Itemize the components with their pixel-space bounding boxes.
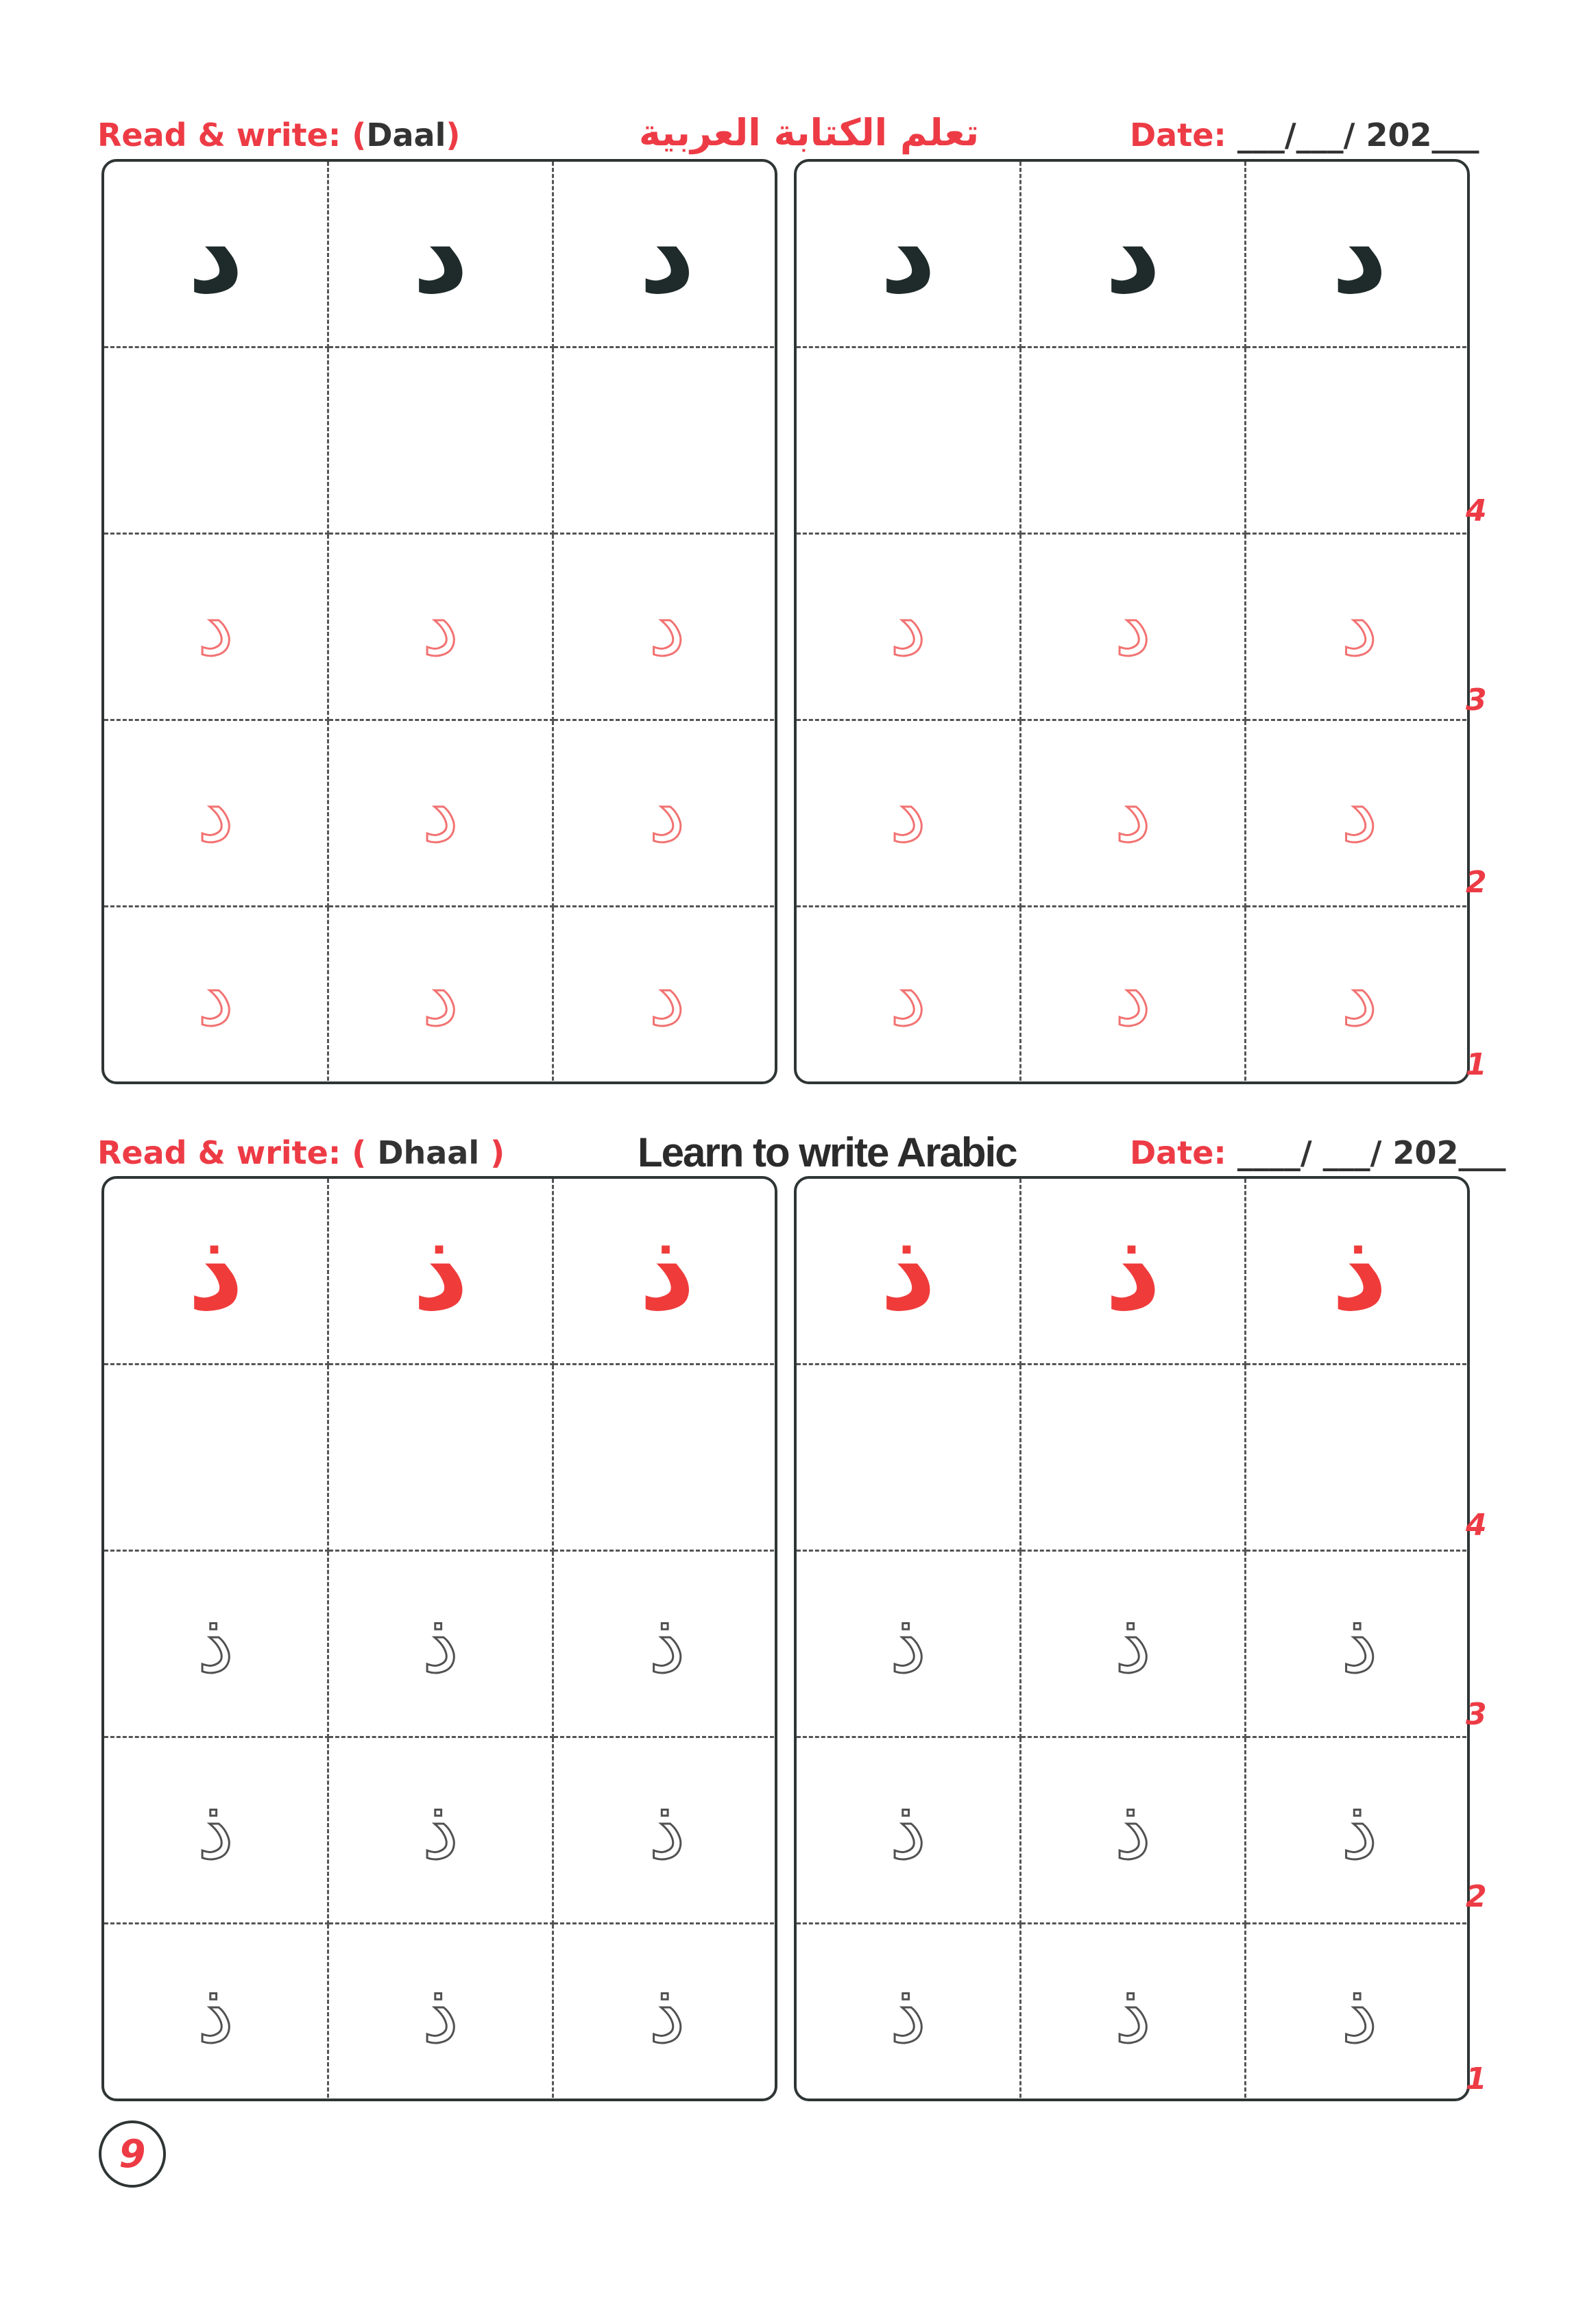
trace-letter: د <box>1341 578 1378 674</box>
trace-letter: ذ <box>889 1782 927 1878</box>
trace-letter-cell <box>329 535 554 721</box>
trace-letter-cell <box>104 907 329 1084</box>
trace-letter: ذ <box>889 1966 927 2062</box>
trace-letter: ذ <box>649 1966 686 2062</box>
trace-letter-cell <box>1021 721 1246 907</box>
blank-practice-cell <box>1021 1365 1246 1552</box>
model-letter-cell <box>104 162 329 348</box>
model-letter: د <box>1331 189 1388 318</box>
trace-letter: د <box>649 949 686 1044</box>
model-letter-cell <box>1021 1179 1246 1365</box>
model-letter: د <box>638 189 696 318</box>
row-number: 2 <box>1466 1879 1487 1914</box>
trace-letter: ذ <box>889 1595 927 1691</box>
trace-letter-cell <box>1021 1738 1246 1924</box>
date-label: Date: <box>1130 117 1226 154</box>
row-number: 3 <box>1466 1697 1487 1732</box>
trace-letter-cell <box>1021 1552 1246 1738</box>
model-letter: ذ <box>187 1206 244 1335</box>
row-number: 4 <box>1466 1508 1487 1543</box>
trace-letter: ذ <box>197 1595 234 1691</box>
model-letter-cell <box>554 162 777 348</box>
trace-letter: ذ <box>197 1966 234 2062</box>
date-value: ____/ ___/ 202___ <box>1237 1134 1506 1171</box>
trace-letter: د <box>422 949 459 1044</box>
model-letter-cell <box>1246 162 1470 348</box>
trace-letter-cell <box>554 535 777 721</box>
practice-grid-right <box>794 1176 1470 2101</box>
trace-letter-cell <box>554 1552 777 1738</box>
trace-letter-cell <box>104 535 329 721</box>
blank-practice-cell <box>1246 348 1470 535</box>
blank-practice-cell <box>329 1365 554 1552</box>
row-number: 3 <box>1466 683 1487 718</box>
trace-letter-cell <box>104 721 329 907</box>
trace-letter-cell <box>797 721 1021 907</box>
trace-letter: د <box>1341 949 1378 1044</box>
date-label: Date: <box>1130 1134 1226 1171</box>
model-letter: ذ <box>412 1206 469 1335</box>
letter-name: Daal <box>366 117 446 154</box>
trace-letter: ذ <box>422 1595 459 1691</box>
trace-letter-cell <box>329 1552 554 1738</box>
blank-practice-cell <box>554 348 777 535</box>
trace-letter: ذ <box>197 1782 234 1878</box>
blank-practice-cell <box>1021 348 1246 535</box>
blank-practice-cell <box>104 1365 329 1552</box>
blank-practice-cell <box>554 1365 777 1552</box>
trace-letter-cell <box>329 1738 554 1924</box>
trace-letter: د <box>422 578 459 674</box>
row-number: 4 <box>1466 493 1487 528</box>
model-letter-cell <box>797 1179 1021 1365</box>
trace-letter: ذ <box>1341 1595 1378 1691</box>
trace-letter-cell <box>554 907 777 1084</box>
trace-letter: ذ <box>1341 1782 1378 1878</box>
read-write-close: ) <box>446 117 461 154</box>
practice-grid-left <box>101 159 777 1084</box>
date-field <box>1130 117 1479 154</box>
model-letter-cell <box>1246 1179 1470 1365</box>
trace-letter-cell <box>554 1738 777 1924</box>
blank-practice-cell <box>797 1365 1021 1552</box>
practice-grid-left <box>101 1176 777 2101</box>
trace-letter: د <box>197 765 234 861</box>
read-write-prefix: Read & write: ( <box>97 117 367 154</box>
trace-letter-cell <box>554 721 777 907</box>
trace-letter: د <box>889 949 927 1044</box>
practice-grid-right <box>794 159 1470 1084</box>
trace-letter-cell <box>329 721 554 907</box>
trace-letter: ذ <box>422 1782 459 1878</box>
row-number: 2 <box>1466 865 1487 900</box>
trace-letter: ذ <box>422 1966 459 2062</box>
trace-letter: ذ <box>1114 1966 1152 2062</box>
letter-name: Dhaal <box>366 1134 491 1171</box>
model-letter-cell <box>329 1179 554 1365</box>
read-write-close: ) <box>490 1134 505 1171</box>
model-letter-cell <box>329 162 554 348</box>
blank-practice-cell <box>104 348 329 535</box>
trace-letter: ذ <box>649 1595 686 1691</box>
trace-letter: ذ <box>649 1782 686 1878</box>
trace-letter: د <box>889 578 927 674</box>
row-number: 1 <box>1466 1047 1487 1082</box>
trace-letter-cell <box>104 1924 329 2101</box>
blank-practice-cell <box>1246 1365 1470 1552</box>
trace-letter-cell <box>1246 1738 1470 1924</box>
trace-letter-cell <box>797 535 1021 721</box>
model-letter: ذ <box>638 1206 696 1335</box>
model-letter: د <box>1104 189 1161 318</box>
trace-letter-cell <box>1246 535 1470 721</box>
section-1-header <box>0 96 1585 164</box>
trace-letter: د <box>889 765 927 861</box>
trace-letter: ذ <box>1114 1782 1152 1878</box>
row-number: 1 <box>1466 2062 1487 2096</box>
section-2-header <box>0 1114 1585 1182</box>
trace-letter-cell <box>1021 907 1246 1084</box>
model-letter: د <box>880 189 936 318</box>
trace-letter-cell <box>554 1924 777 2101</box>
trace-letter: د <box>422 765 459 861</box>
page-title-english: Learn to write Arabic <box>638 1129 1017 1175</box>
trace-letter-cell <box>329 907 554 1084</box>
trace-letter: ذ <box>1114 1595 1152 1691</box>
trace-letter-cell <box>797 1552 1021 1738</box>
trace-letter: ذ <box>1341 1966 1378 2062</box>
trace-letter: د <box>197 578 234 674</box>
model-letter: ذ <box>1104 1206 1161 1335</box>
blank-practice-cell <box>329 348 554 535</box>
trace-letter-cell <box>797 907 1021 1084</box>
trace-letter-cell <box>1246 1924 1470 2101</box>
trace-letter: د <box>1341 765 1378 861</box>
model-letter-cell <box>1021 162 1246 348</box>
trace-letter-cell <box>1246 1552 1470 1738</box>
date-field <box>1130 1134 1505 1171</box>
trace-letter: د <box>1114 578 1152 674</box>
trace-letter-cell <box>1021 535 1246 721</box>
model-letter-cell <box>104 1179 329 1365</box>
trace-letter: د <box>649 578 686 674</box>
trace-letter: د <box>197 949 234 1044</box>
model-letter-cell <box>797 162 1021 348</box>
read-write-label <box>97 1134 505 1171</box>
trace-letter-cell <box>329 1924 554 2101</box>
model-letter: د <box>412 189 469 318</box>
blank-practice-cell <box>797 348 1021 535</box>
trace-letter-cell <box>797 1924 1021 2101</box>
page-title-arabic: تعلم الكتابة العربية <box>638 111 980 154</box>
trace-letter-cell <box>104 1738 329 1924</box>
trace-letter-cell <box>1246 907 1470 1084</box>
model-letter-cell <box>554 1179 777 1365</box>
read-write-label <box>97 117 460 154</box>
date-value: ___/___/ 202___ <box>1237 117 1479 154</box>
model-letter: د <box>187 189 244 318</box>
trace-letter-cell <box>104 1552 329 1738</box>
trace-letter-cell <box>1246 721 1470 907</box>
page-number: 9 <box>99 2120 166 2188</box>
trace-letter-cell <box>1021 1924 1246 2101</box>
model-letter: ذ <box>880 1206 936 1335</box>
read-write-prefix: Read & write: ( <box>97 1134 367 1171</box>
trace-letter: د <box>649 765 686 861</box>
trace-letter-cell <box>797 1738 1021 1924</box>
model-letter: ذ <box>1331 1206 1388 1335</box>
trace-letter: د <box>1114 949 1152 1044</box>
trace-letter: د <box>1114 765 1152 861</box>
